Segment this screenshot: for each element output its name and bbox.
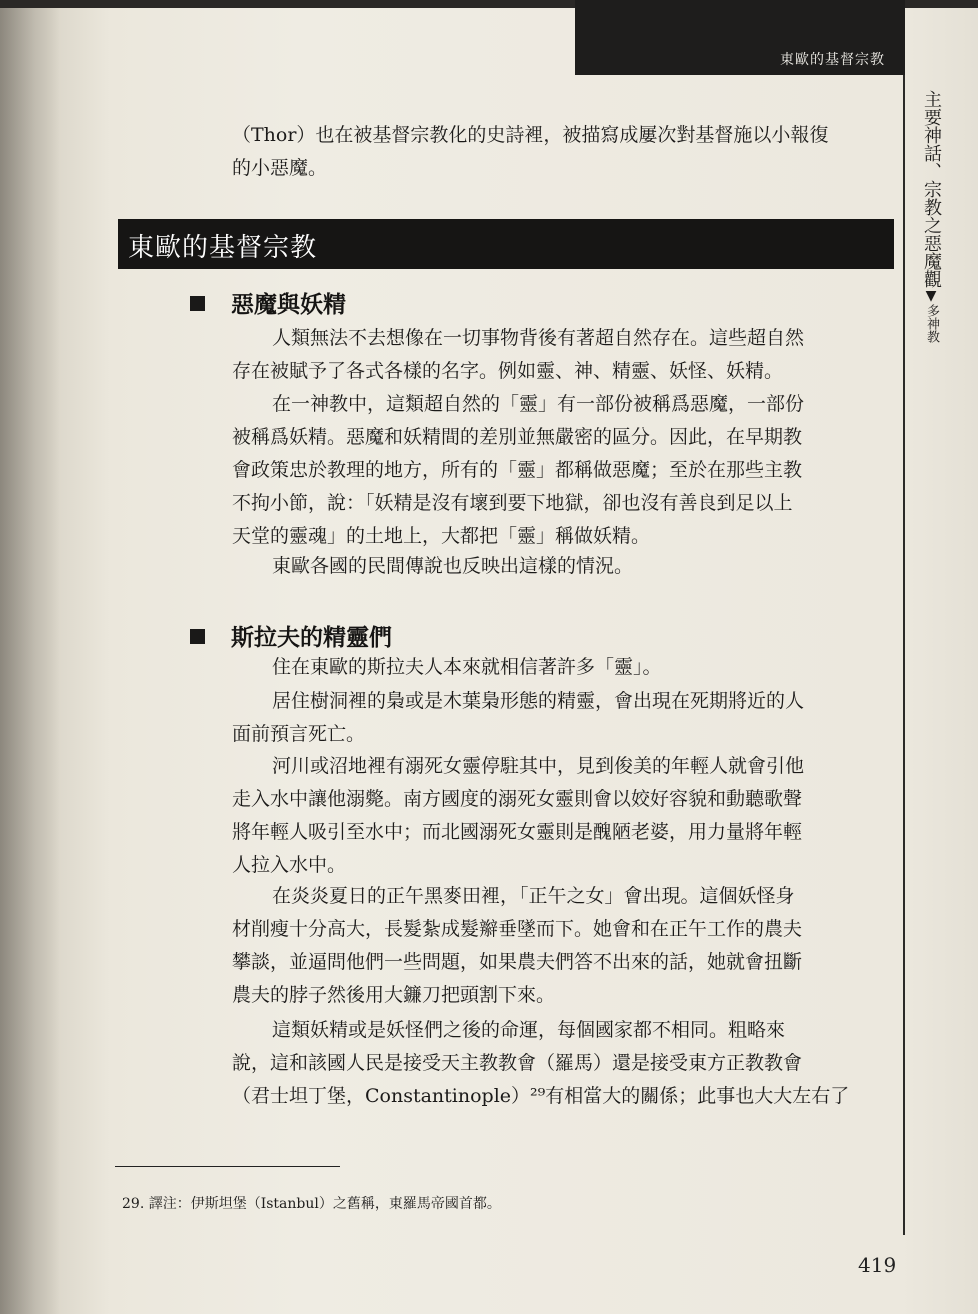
side-tab-main: 主要神話、宗教之惡魔觀 xyxy=(921,90,942,288)
line: 居住樹洞裡的梟或是木葉梟形態的精靈，會出現在死期將近的人 xyxy=(272,690,805,712)
line: 這類妖精或是妖怪們之後的命運，每個國家都不相同。粗略來 xyxy=(272,1019,786,1041)
page-number: 419 xyxy=(858,1253,897,1277)
line: 攀談，並逼問他們一些問題，如果農夫們答不出來的話，她就會扭斷 xyxy=(232,951,803,973)
paragraph-4 xyxy=(232,651,884,684)
line: 走入水中讓他溺斃。南方國度的溺死女靈則會以姣好容貌和動聽歌聲 xyxy=(232,788,803,810)
line: 會政策忠於教理的地方，所有的「靈」都稱做惡魔；至於在那些主教 xyxy=(232,459,803,481)
paragraph-2 xyxy=(232,388,884,553)
line: 東歐各國的民間傳說也反映出這樣的情況。 xyxy=(272,555,634,577)
paragraph-5 xyxy=(232,685,884,751)
line: 人類無法不去想像在一切事物背後有著超自然存在。這些超自然 xyxy=(272,327,805,349)
subheading-1 xyxy=(190,286,346,319)
line: （Thor）也在被基督宗教化的史詩裡，被描寫成屢次對基督施以小報復 xyxy=(232,124,829,146)
section-title: 東歐的基督宗教 xyxy=(128,233,318,263)
paragraph-6 xyxy=(232,750,884,882)
paragraph-0 xyxy=(232,119,884,185)
square-bullet-icon xyxy=(190,296,205,311)
line: 說，這和該國人民是接受天主教教會（羅馬）還是接受東方正教教會 xyxy=(232,1052,803,1074)
subheading-2 xyxy=(190,619,392,652)
line: 住在東歐的斯拉夫人本來就相信著許多「靈」。 xyxy=(272,656,662,678)
running-header-title: 東歐的基督宗教 xyxy=(780,52,885,68)
side-tab-sub: 多神教 xyxy=(924,304,939,343)
line: 河川或沼地裡有溺死女靈停駐其中，見到俊美的年輕人就會引他 xyxy=(272,755,805,777)
line: （君士坦丁堡，Constantinople）²⁹有相當大的關係；此事也大大左右了 xyxy=(232,1085,850,1107)
line: 存在被賦予了各式各樣的名字。例如靈、神、精靈、妖怪、妖精。 xyxy=(232,360,784,382)
line: 面前預言死亡。 xyxy=(232,723,366,745)
paragraph-1 xyxy=(232,322,884,388)
paragraph-3 xyxy=(232,550,884,583)
square-bullet-icon xyxy=(190,629,205,644)
line: 在炎炎夏日的正午黑麥田裡，「正午之女」會出現。這個妖怪身 xyxy=(272,885,795,907)
line: 天堂的靈魂」的土地上，大都把「靈」稱做妖精。 xyxy=(232,525,651,547)
paragraph-7 xyxy=(232,880,884,1012)
footnote: 29. 譯注：伊斯坦堡（Istanbul）之舊稱，東羅馬帝國首都。 xyxy=(122,1196,501,1212)
line: 在一神教中，這類超自然的「靈」有一部份被稱爲惡魔，一部份 xyxy=(272,393,805,415)
line: 的小惡魔。 xyxy=(232,157,328,179)
paragraph-8 xyxy=(232,1014,884,1113)
line: 人拉入水中。 xyxy=(232,854,347,876)
footnote-rule xyxy=(115,1166,340,1167)
side-tab-marker: ▼ xyxy=(923,288,939,304)
line: 不拘小節，說：「妖精是沒有壞到要下地獄，卻也沒有善良到足以上 xyxy=(232,492,793,514)
line: 被稱爲妖精。惡魔和妖精間的差別並無嚴密的區分。因此，在早期教 xyxy=(232,426,803,448)
line: 材削瘦十分高大，長髮紮成髮辮垂墜而下。她會和在正午工作的農夫 xyxy=(232,918,803,940)
line: 將年輕人吸引至水中；而北國溺死女靈則是醜陋老婆，用力量將年輕 xyxy=(232,821,803,843)
subheading-text: 斯拉夫的精靈們 xyxy=(231,625,392,651)
line: 農夫的脖子然後用大鐮刀把頭割下來。 xyxy=(232,984,556,1006)
subheading-text: 惡魔與妖精 xyxy=(231,292,346,318)
